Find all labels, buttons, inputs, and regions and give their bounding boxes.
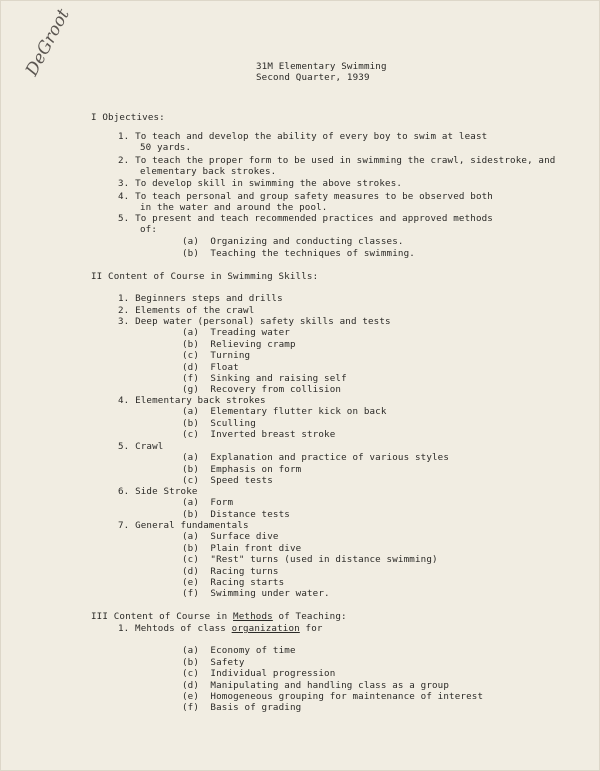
sub-item	[182, 236, 404, 247]
spacer	[199, 588, 210, 599]
list-item-text: 1. Mehtods of class	[118, 623, 232, 634]
sub-item-text: Treading water	[210, 327, 290, 339]
item-number: 7.	[118, 520, 130, 531]
sub-item-marker: (a)	[182, 452, 200, 464]
objective-line	[140, 224, 157, 235]
spacer	[199, 531, 210, 542]
spacer	[199, 657, 210, 668]
sub-item-text: Individual progression	[210, 668, 336, 680]
list-item-text: Crawl	[135, 441, 164, 452]
sub-item-marker: (b)	[182, 463, 200, 475]
spacer	[199, 452, 210, 463]
objective-line	[140, 142, 191, 153]
spacer	[199, 691, 210, 702]
sub-item-text: Manipulating and handling class as a group	[210, 679, 450, 691]
sub-item-marker: (c)	[182, 554, 200, 566]
sub-item-text: Inverted breast stroke	[210, 429, 336, 441]
sub-item-marker: (a)	[182, 645, 200, 657]
sub-item-text: Turning	[210, 350, 251, 362]
sub-item	[182, 691, 483, 702]
item-number: 1.	[118, 293, 130, 304]
item-number: 2.	[118, 305, 130, 316]
sub-item-marker: (e)	[182, 577, 200, 588]
sub-item	[182, 418, 256, 429]
sub-item-text: Elementary flutter kick on back	[210, 406, 387, 418]
sub-item	[182, 509, 290, 520]
spacer	[199, 509, 210, 520]
list-item-text: Deep water (personal) safety skills and tests	[135, 316, 391, 327]
sub-item-text: Speed tests	[210, 475, 273, 487]
sub-item-text: Explanation and practice of various styles	[210, 452, 450, 464]
sub-item	[182, 248, 415, 259]
objective-line	[118, 155, 555, 166]
objective-text: To teach personal and group safety measures to be observed both	[135, 191, 493, 202]
item-number: 3.	[118, 316, 130, 327]
objective-text: elementary back strokes.	[140, 166, 277, 177]
objective-text: 50 yards.	[140, 142, 192, 153]
item-number: 5.	[118, 441, 130, 452]
sub-item	[182, 577, 284, 588]
sub-item	[182, 680, 449, 691]
sub-item	[182, 327, 290, 338]
sub-item	[182, 645, 296, 656]
sub-item-text: "Rest" turns (used in distance swimming)	[210, 554, 438, 566]
sub-item-text: Racing turns	[210, 565, 279, 577]
objective-line	[140, 166, 276, 177]
list-item-text: Elements of the crawl	[135, 305, 255, 316]
sub-item-text: Float	[210, 361, 239, 373]
objective-text: in the water and around the pool.	[140, 202, 328, 213]
sub-item	[182, 543, 301, 554]
spacer	[199, 236, 210, 247]
sub-item-text: Racing starts	[210, 577, 285, 588]
objective-text: To teach and develop the ability of every boy to swim at least	[135, 131, 488, 142]
section-heading	[91, 271, 318, 282]
spacer	[199, 475, 210, 486]
list-item	[118, 520, 249, 531]
item-number: 4.	[118, 395, 130, 406]
list-item-text: Elementary back strokes	[135, 395, 266, 406]
sub-item-text: Recovery from collision	[210, 384, 342, 396]
sub-item-text: Plain front dive	[210, 542, 302, 554]
sub-item-text: Sculling	[210, 417, 256, 429]
spacer	[199, 384, 210, 395]
sub-item-marker: (b)	[182, 338, 200, 350]
objective-text: To teach the proper form to be used in swimming the crawl, sidestroke, and	[135, 155, 556, 166]
spacer	[199, 577, 210, 588]
handwritten-signature: DeGroot	[22, 5, 74, 80]
spacer	[199, 645, 210, 656]
sub-item	[182, 668, 335, 679]
sub-item-marker: (f)	[182, 588, 200, 600]
objective-text: To present and teach recommended practices and approved methods	[135, 213, 493, 224]
sub-item-marker: (a)	[182, 531, 200, 543]
course-title: 31M Elementary Swimming	[256, 61, 387, 72]
spacer	[199, 418, 210, 429]
sub-item	[182, 554, 438, 565]
spacer	[199, 497, 210, 508]
sub-item-marker: (f)	[182, 702, 200, 714]
sub-item-marker: (a)	[182, 406, 200, 418]
spacer	[199, 373, 210, 384]
spacer	[199, 429, 210, 440]
list-item	[118, 441, 163, 452]
sub-item-text: Surface dive	[210, 531, 279, 543]
sub-item-marker: (d)	[182, 361, 200, 373]
sub-item-text: Swimming under water.	[210, 588, 330, 600]
spacer	[199, 339, 210, 350]
sub-item	[182, 566, 279, 577]
item-number: 4.	[118, 191, 130, 202]
sub-item	[182, 373, 347, 384]
list-item-text: Beginners steps and drills	[135, 293, 283, 304]
sub-item	[182, 429, 335, 440]
list-item-text: Side Stroke	[135, 486, 198, 497]
list-item-text: for	[299, 623, 323, 634]
objective-text: To develop skill in swimming the above strokes.	[135, 178, 403, 189]
sub-item-marker: (c)	[182, 429, 200, 441]
list-item	[118, 395, 266, 406]
spacer	[199, 680, 210, 691]
spacer	[199, 464, 210, 475]
sub-item	[182, 362, 239, 373]
list-item	[118, 293, 283, 304]
sub-item-marker: (d)	[182, 565, 200, 577]
sub-item-text: Relieving cramp	[210, 338, 296, 350]
sub-item-marker: (c)	[182, 350, 200, 362]
sub-item-marker: (c)	[182, 475, 200, 487]
sub-item	[182, 384, 341, 395]
underlined-word: Methods	[233, 611, 273, 622]
underlined-word: organization	[231, 623, 300, 634]
sub-item-marker: (c)	[182, 668, 200, 680]
list-item-text: General fundamentals	[135, 520, 249, 531]
item-number: 6.	[118, 486, 130, 497]
sub-item-marker: (b)	[182, 248, 200, 259]
section-heading	[91, 611, 347, 622]
spacer	[199, 350, 210, 361]
sub-item	[182, 406, 387, 417]
section-heading-text: III Content of Course in	[91, 611, 234, 622]
list-item	[118, 305, 254, 316]
sub-item	[182, 531, 279, 542]
sub-item-marker: (b)	[182, 542, 200, 554]
sub-item	[182, 339, 296, 350]
sub-item	[182, 497, 233, 508]
objective-line	[140, 202, 327, 213]
sub-item	[182, 588, 330, 599]
spacer	[199, 554, 210, 565]
sub-item-text: Basis of grading	[210, 702, 302, 714]
sub-item-text: Sinking and raising self	[210, 373, 347, 384]
section-heading-text: II Content of Course in Swimming Skills:	[91, 271, 319, 282]
spacer	[199, 566, 210, 577]
sub-item-marker: (e)	[182, 691, 200, 702]
spacer	[199, 543, 210, 554]
section-heading-text: of Teaching:	[272, 611, 347, 622]
sub-item-text: Economy of time	[210, 645, 296, 657]
item-number: 5.	[118, 213, 130, 224]
spacer	[199, 248, 210, 259]
sub-item-text: Organizing and conducting classes.	[210, 236, 404, 247]
sub-item-marker: (a)	[182, 327, 200, 339]
objective-line	[118, 191, 493, 202]
sub-item-marker: (d)	[182, 679, 200, 691]
sub-item	[182, 452, 449, 463]
sub-item	[182, 475, 273, 486]
sub-item-marker: (b)	[182, 417, 200, 429]
sub-item-marker: (a)	[182, 236, 200, 247]
item-number: 1.	[118, 131, 130, 142]
sub-item-marker: (b)	[182, 656, 200, 668]
spacer	[199, 406, 210, 417]
sub-item-marker: (f)	[182, 373, 200, 384]
objective-line	[118, 213, 493, 224]
sub-item	[182, 350, 250, 361]
spacer	[199, 702, 210, 713]
spacer	[199, 668, 210, 679]
sub-item-text: Homogeneous grouping for maintenance of interest	[210, 691, 484, 702]
item-number: 3.	[118, 178, 130, 189]
course-term: Second Quarter, 1939	[256, 72, 370, 83]
objective-line	[118, 131, 487, 142]
spacer	[199, 327, 210, 338]
objective-line	[118, 178, 402, 189]
sub-item-text: Form	[210, 497, 234, 509]
objective-text: of:	[140, 224, 158, 235]
section-heading-text: I Objectives:	[91, 112, 165, 123]
sub-item-marker: (g)	[182, 384, 200, 396]
list-item	[118, 623, 323, 634]
section-heading	[91, 112, 165, 123]
spacer	[199, 362, 210, 373]
sub-item	[182, 464, 301, 475]
list-item	[118, 316, 391, 327]
sub-item-text: Emphasis on form	[210, 463, 302, 475]
sub-item	[182, 702, 301, 713]
item-number: 2.	[118, 155, 130, 166]
sub-item-marker: (a)	[182, 497, 200, 509]
sub-item-text: Distance tests	[210, 508, 290, 520]
sub-item-marker: (b)	[182, 508, 200, 520]
sub-item-text: Safety	[210, 656, 245, 668]
list-item	[118, 486, 198, 497]
sub-item-text: Teaching the techniques of swimming.	[210, 248, 415, 259]
sub-item	[182, 657, 245, 668]
